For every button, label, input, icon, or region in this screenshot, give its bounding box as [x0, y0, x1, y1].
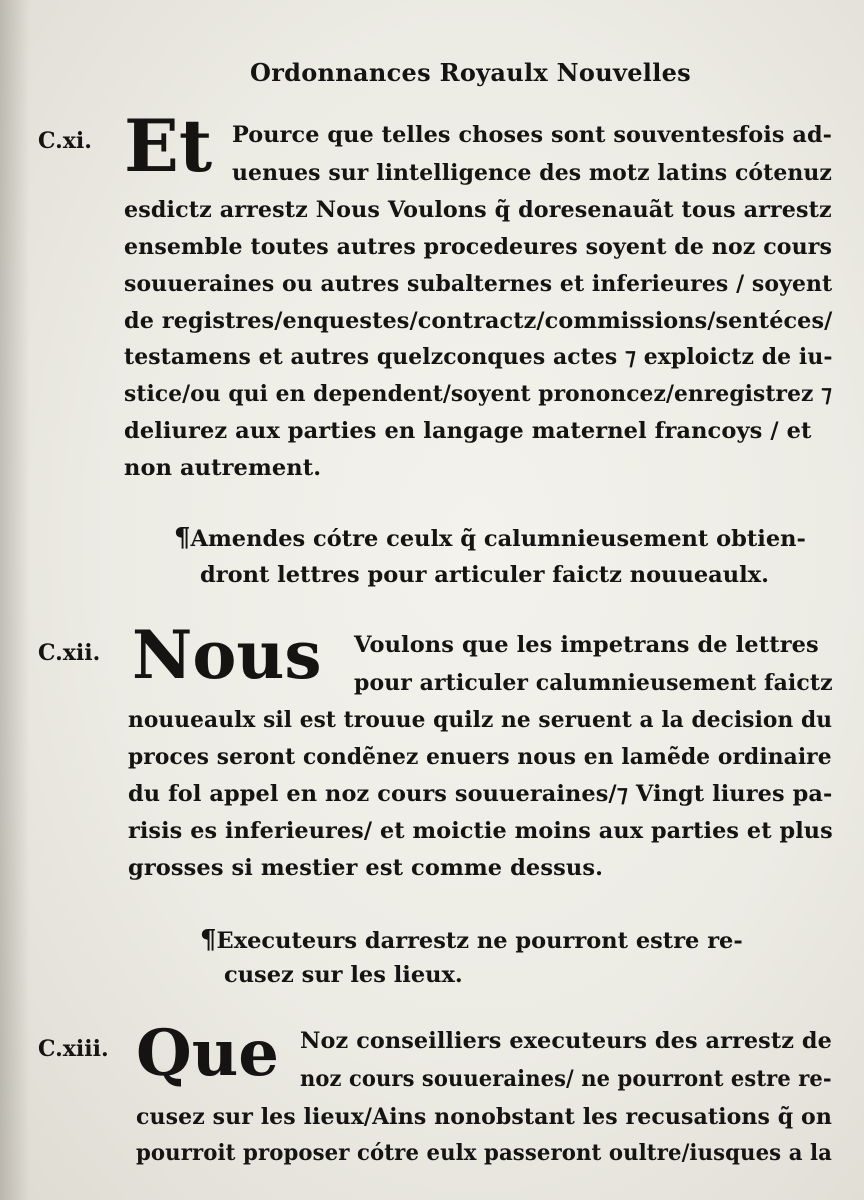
text-line: Pource que telles choses sont souventesfois ad‑: [232, 122, 833, 148]
pilcrow-icon: ¶: [200, 925, 217, 955]
text-line: testamens et autres quelzconques actes ⁊ exploictz de iu‑: [124, 344, 833, 370]
pilcrow-icon: ¶: [174, 523, 191, 553]
rubric-line: [174, 523, 806, 553]
text-line: du fol appel en noz cours souueraines/⁊ Vingt liures pa‑: [128, 781, 833, 807]
decorated-initial: Nous: [132, 616, 322, 694]
text-line: deliurez aux parties en langage maternel francoys / et: [124, 418, 812, 444]
text-line: stice/ou qui en dependent/soyent prononcez/enregistrez ⁊: [124, 381, 833, 407]
rubric-text: Executeurs darrestz ne pourront estre re‑: [216, 928, 743, 954]
decorated-initial: Et: [124, 103, 213, 188]
text-line: de registres/enquestes/contractz/commissions/sentéces/: [124, 308, 833, 334]
text-line: souueraines ou autres subalternes et inferieures / soyent: [124, 271, 833, 297]
text-line: nouueaulx sil est trouue quilz ne seruent a la decision du: [128, 707, 833, 733]
text-line: proces seront condẽnez enuers nous en lamẽde ordinaire: [128, 744, 832, 770]
text-line: ensemble toutes autres procedeures soyent de noz cours: [124, 234, 833, 260]
margin-chapter-label: C.xiii.: [38, 1036, 109, 1062]
page-edge-shadow: [0, 0, 30, 1200]
text-line: uenues sur lintelligence des motz latins cótenuz: [232, 160, 832, 186]
text-line: cusez sur les lieux/Ains nonobstant les recusations q̃ on: [136, 1104, 832, 1130]
text-line: pourroit proposer cótre eulx passeront oultre/iusques a la: [136, 1140, 833, 1166]
text-line: Voulons que les impetrans de lettres: [354, 632, 819, 658]
rubric-text: Amendes cótre ceulx q̃ calumnieusement obtien‑: [190, 526, 806, 552]
rubric-line: dront lettres pour articuler faictz nouueaulx.: [200, 562, 769, 588]
text-line: Noz conseilliers executeurs des arrestz de: [300, 1028, 832, 1054]
margin-chapter-label: C.xi.: [38, 128, 92, 154]
text-line: pour articuler calumnieusement faictz: [354, 670, 833, 696]
text-line: non autrement.: [124, 455, 322, 481]
text-line: noz cours souueraines/ ne pourront estre re‑: [300, 1066, 832, 1092]
decorated-initial: Que: [136, 1016, 279, 1091]
text-line: esdictz arrestz Nous Voulons q̃ doresenauãt tous arrestz: [124, 197, 832, 223]
margin-chapter-label: C.xii.: [38, 640, 101, 666]
text-line: grosses si mestier est comme dessus.: [128, 855, 604, 881]
rubric-line: [200, 925, 743, 955]
text-line: risis es inferieures/ et moictie moins aux parties et plus: [128, 818, 833, 844]
running-header: Ordonnances Royaulx Nouvelles: [250, 58, 691, 87]
rubric-line: cusez sur les lieux.: [224, 962, 463, 988]
